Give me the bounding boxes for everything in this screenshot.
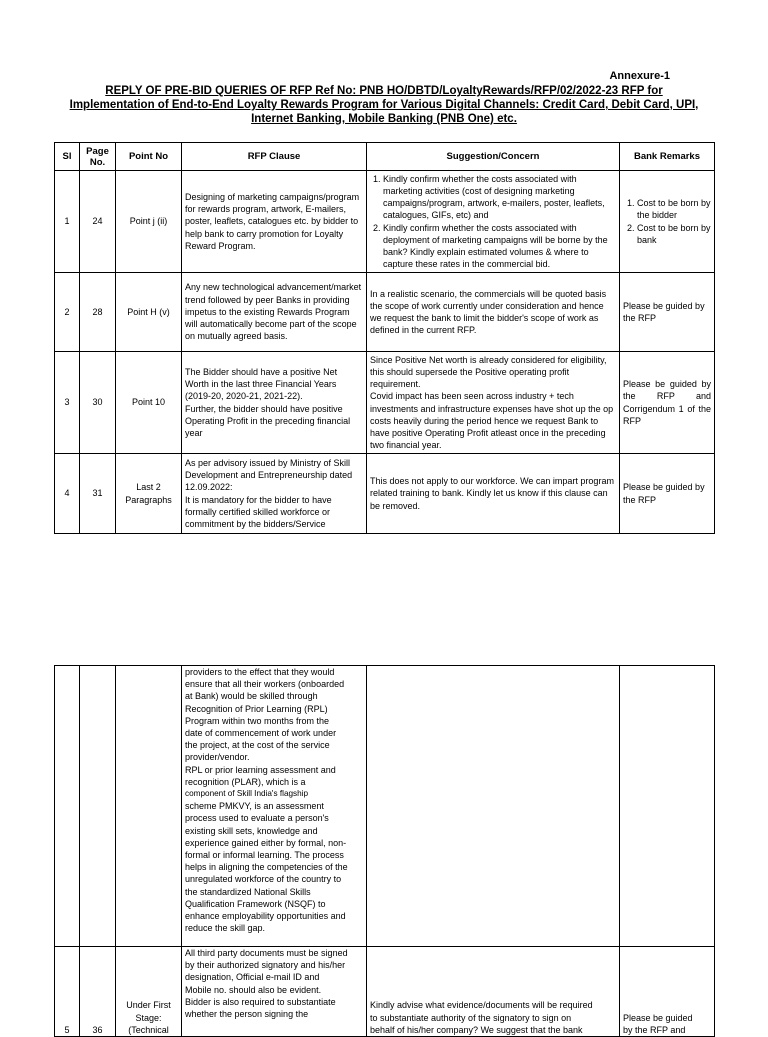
cell-sl: 3 [55, 352, 80, 454]
remark-item: 2. Cost to be born by bank [637, 222, 711, 246]
cell-clause: Designing of marketing campaigns/program for rewards program, artwork, E-mailers, poster, leaflets, catalogues etc. by bidder to help bank to carry promotion for Loyalty Reward Program. [182, 171, 367, 273]
text-line: at Bank) would be skilled through [185, 691, 318, 702]
table-row [55, 352, 715, 454]
cell-sl: 1 [55, 171, 80, 273]
text-line: to substantiate authority of the signatory to sign on [370, 1012, 572, 1023]
cell-point: Point 10 [116, 352, 182, 454]
text-line: ensure that all their workers (onboarded [185, 679, 345, 690]
text-line: process used to evaluate a person's [185, 813, 329, 824]
cell-clause [182, 947, 367, 1037]
document-title [50, 84, 718, 126]
queries-table-continued [54, 665, 715, 1037]
table-row [55, 666, 715, 947]
text-line: Under First [126, 1000, 171, 1011]
text-line: behalf of his/her company? We suggest that the bank [370, 1024, 583, 1035]
cell-suggestion: This does not apply to our workforce. We can impart program related training to bank. Kindly let us know if this clause can be removed. [367, 454, 620, 534]
cell-page: 36 [80, 947, 116, 1037]
cell-point [116, 947, 182, 1037]
cell-remarks [620, 171, 715, 273]
cell-remarks: Please be guided by the RFP [620, 454, 715, 534]
text-line: reduce the skill gap. [185, 923, 266, 934]
title-line-2: Implementation of End-to-End Loyalty Rewards Program for Various Digital Channels: Credit Card, Debit Card, UPI, [69, 99, 699, 111]
title-line-3: Internet Banking, Mobile Banking (PNB One) etc. [251, 113, 517, 125]
cell-point: Point H (v) [116, 273, 182, 352]
text-line: RPL or prior learning assessment and [185, 764, 336, 775]
text-line: formal or informal learning. The process [185, 850, 344, 861]
text-line: Program within two months from the [185, 715, 330, 726]
cell-clause-continued [182, 666, 367, 947]
cell-sl: 4 [55, 454, 80, 534]
suggestion-item: 1. Kindly confirm whether the costs associated with marketing activities (cost of designing marketing campaigns/program, artwork, e-mailers, poster, leaflets, catalogues, GIFs, etc) and [383, 173, 616, 222]
header-rfp-clause: RFP Clause [182, 143, 367, 171]
table-row [55, 273, 715, 352]
cell-clause: The Bidder should have a positive Net Worth in the last three Financial Years (2019-20, 2020-21, 2021-22). Further, the bidder should have positive Operating Profit in the preceding financial year [182, 352, 367, 454]
cell-suggestion: In a realistic scenario, the commercials will be quoted basis the scope of work currently under consideration and hence we request the bank to limit the bidder's scope of work as defined in the current RFP. [367, 273, 620, 352]
text-line: Stage: [135, 1012, 162, 1023]
cell-sl: 2 [55, 273, 80, 352]
text-line: helps in aligning the competencies of the [185, 862, 348, 873]
cell-suggestion [367, 947, 620, 1037]
table-row [55, 171, 715, 273]
title-line-1: REPLY OF PRE-BID QUERIES OF RFP Ref No: PNB HO/DBTD/LoyaltyRewards/RFP/02/2022-23 RFP for [105, 85, 663, 97]
header-point-no: Point No [116, 143, 182, 171]
text-line: whether the person signing the [185, 1009, 309, 1020]
cell-page: 30 [80, 352, 116, 454]
cell-point: Last 2 Paragraphs [116, 454, 182, 534]
text-line: Please be guided [623, 1012, 693, 1023]
text-line: provider/vendor. [185, 752, 250, 763]
table-row [55, 947, 715, 1037]
cell-remarks: Please be guided by the RFP and Corrigendum 1 of the RFP [620, 352, 715, 454]
text-line: designation, Official e-mail ID and [185, 972, 320, 983]
header-sl: Sl [55, 143, 80, 171]
cell-point: Point j (ii) [116, 171, 182, 273]
cell-remarks [620, 947, 715, 1037]
text-line: enhance employability opportunities and [185, 911, 346, 922]
text-line: the project, at the cost of the service [185, 740, 330, 751]
cell-sl: 5 [55, 947, 80, 1037]
text-line: existing skill sets, knowledge and [185, 825, 318, 836]
text-line: the standardized National Skills [185, 886, 311, 897]
text-line: date of commencement of work under [185, 728, 337, 739]
text-line: unregulated workforce of the country to [185, 874, 342, 885]
text-line: Bidder is also required to substantiate [185, 996, 336, 1007]
text-line: Recognition of Prior Learning (RPL) [185, 703, 328, 714]
queries-table [54, 142, 715, 534]
cell-remarks: Please be guided by the RFP [620, 273, 715, 352]
text-line: All third party documents must be signed [185, 948, 348, 958]
text-line: component of Skill India's flagship [185, 789, 309, 799]
cell-suggestion: Since Positive Net worth is already considered for eligibility, this should supersede the Positive operating profit requirement. Covid impact has been seen across industry + tech investments and infrastructure expenses have shot up the op costs heavily during the period hence we request Bank to have positive Operating Profit atleast once in the preceding two financial year. [367, 352, 620, 454]
text-line: Mobile no. should also be evident. [185, 984, 322, 995]
text-line: (Technical [128, 1024, 169, 1035]
cell-page: 24 [80, 171, 116, 273]
cell-suggestion [367, 171, 620, 273]
text-line: providers to the effect that they would [185, 667, 335, 677]
annexure-label: Annexure-1 [609, 70, 670, 82]
text-line: recognition (PLAR), which is a [185, 776, 306, 787]
cell-page: 28 [80, 273, 116, 352]
text-line: scheme PMKVY, is an assessment [185, 801, 324, 812]
remark-item: 1. Cost to be born by the bidder [637, 197, 711, 221]
cell-clause: Any new technological advancement/market trend followed by peer Banks in providing impetus to the existing Rewards Program will automatically become part of the scope on mutually agreed basis. [182, 273, 367, 352]
suggestion-item: 2. Kindly confirm whether the costs associated with deployment of marketing campaigns will be borne by the bank? Kindly explain estimated volumes & where to capture these rates in the commercial bid. [383, 222, 616, 271]
table-row [55, 454, 715, 534]
cell-clause: As per advisory issued by Ministry of Skill Development and Entrepreneurship dated 12.09.2022: It is mandatory for the bidder to have formally certified skilled workforce or commitment by the bidders/Service [182, 454, 367, 534]
text-line: experience gained either by formal, non- [185, 837, 347, 848]
cell-page: 31 [80, 454, 116, 534]
header-suggestion: Suggestion/Concern [367, 143, 620, 171]
header-bank-remarks: Bank Remarks [620, 143, 715, 171]
table-header-row [55, 143, 715, 171]
text-line: by their authorized signatory and his/her [185, 960, 346, 971]
text-line: Kindly advise what evidence/documents will be required [370, 1000, 593, 1011]
header-page-no: Page No. [80, 143, 116, 171]
text-line: Qualification Framework (NSQF) to [185, 898, 326, 909]
text-line: by the RFP and [623, 1024, 686, 1035]
